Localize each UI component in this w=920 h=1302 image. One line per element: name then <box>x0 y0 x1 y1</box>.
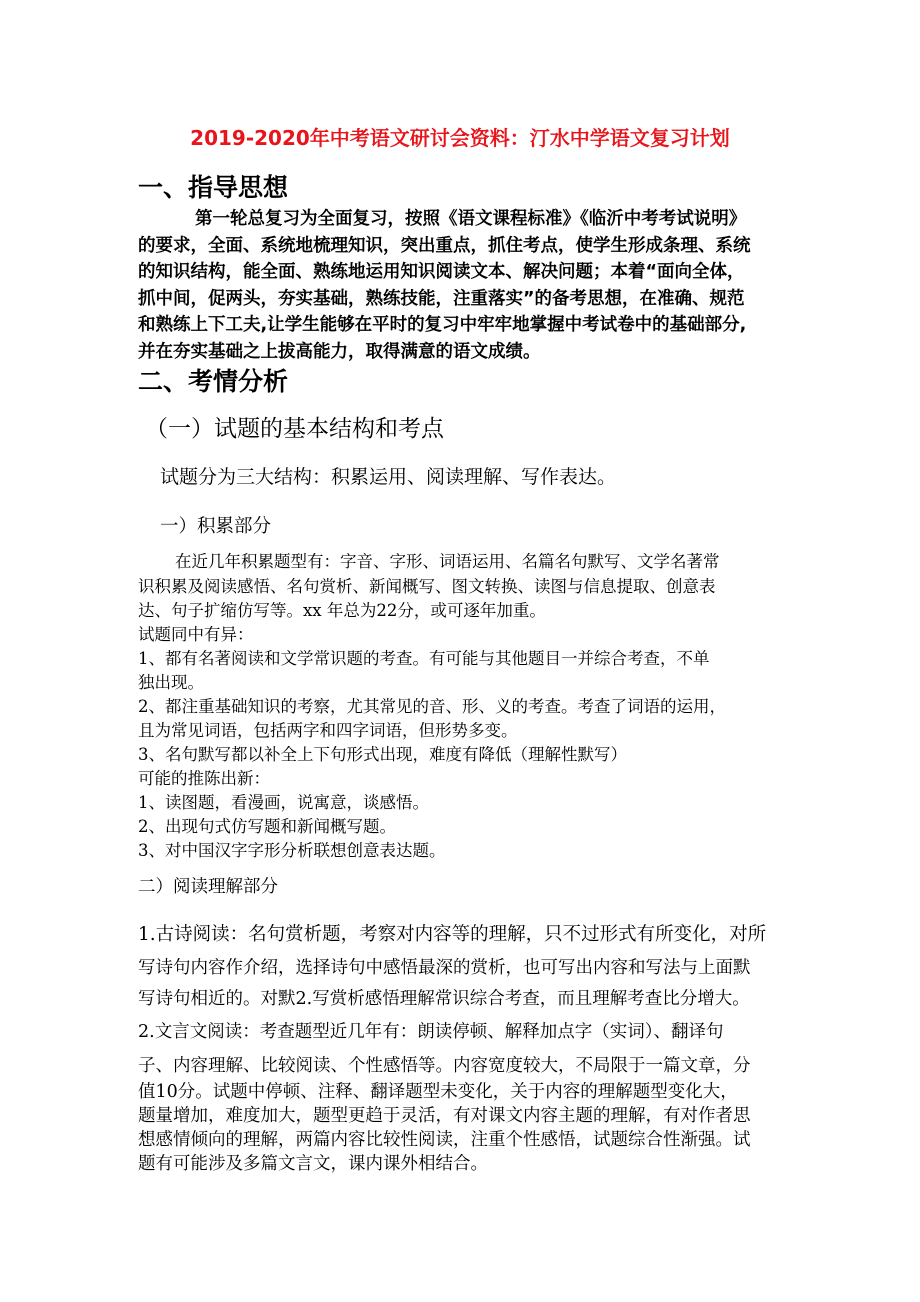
section2-heading: 二、考情分析 <box>138 367 289 396</box>
paragraph-line: 抓中间，促两头，夯实基础，熟练技能，注重落实”的备考思想，在准确、规范 <box>138 288 745 309</box>
classical-line: 想感情倾向的理解，两篇内容比较性阅读，注重个性感悟，试题综合性渐强。试 <box>138 1130 751 1150</box>
classical-line: 值10分。试题中停顿、注释、翻译题型未变化，关于内容的理解题型变化大， <box>138 1082 738 1102</box>
classical-line: 2.文言文阅读：考查题型近几年有：朗读停顿、解释加点字（实词）、翻译句 <box>138 1022 724 1042</box>
part1-line: 独出现。 <box>138 673 204 692</box>
part1-line: 可能的推陈出新： <box>138 769 270 788</box>
part1-line: 在近几年积累题型有：字音、字形、词语运用、名篇名句默写、文学名著常 <box>175 552 720 571</box>
subsection-heading: （一）试题的基本结构和考点 <box>145 416 444 442</box>
paragraph-line: 并在夯实基础之上拔高能力，取得满意的语文成绩。 <box>138 341 541 362</box>
section1-paragraph <box>138 206 788 365</box>
part1-line: 识积累及阅读感悟、名句赏析、新闻概写、图文转换、读图与信息提取、创意表 <box>138 577 716 596</box>
paragraph-line: 第一轮总复习为全面复习，按照《语文课程标准》《临沂中考考试说明》 <box>195 209 747 229</box>
paragraph-line: 和熟练上下工夫,让学生能够在平时的复习中牢牢地掌握中考试卷中的基础部分, <box>138 315 747 335</box>
part1-line: 3、名句默写都以补全上下句形式出现，难度有降低（理解性默写） <box>138 745 627 764</box>
part1-line: 3、对中国汉字字形分析联想创意表达题。 <box>138 841 446 860</box>
poetry-line: 1.古诗阅读：名句赏析题，考察对内容等的理解，只不过形式有所变化，对所 <box>138 924 767 945</box>
part1-line: 且为常见词语，包括两字和四字词语，但形势多变。 <box>138 721 518 740</box>
part1-heading: 一）积累部分 <box>160 516 272 537</box>
section1-heading: 一、指导思想 <box>138 173 289 202</box>
poetry-line: 写诗句相近的。对默2.写赏析感悟理解常识综合考查，而且理解考查比分增大。 <box>138 989 750 1009</box>
structure-line: 试题分为三大结构：积累运用、阅读理解、写作表达。 <box>160 466 617 488</box>
part2-heading: 二）阅读理解部分 <box>138 877 278 897</box>
classical-line: 题量增加，难度加大，题型更趋于灵活，有对课文内容主题的理解，有对作者思 <box>138 1106 751 1126</box>
part1-line: 达、句子扩缩仿写等。xx 年总为22分，或可逐年加重。 <box>138 601 546 620</box>
poetry-line: 写诗句内容作介绍，选择诗句中感悟最深的赏析，也可写出内容和写法与上面默 <box>138 958 751 978</box>
part1-line: 2、出现句式仿写题和新闻概写题。 <box>138 817 396 836</box>
classical-line: 子、内容理解、比较阅读、个性感悟等。内容宽度较大，不局限于一篇文章，分 <box>138 1056 751 1076</box>
paragraph-line: 的要求，全面、系统地梳理知识，突出重点，抓住考点，使学生形成条理、系统 <box>138 235 751 256</box>
part1-line: 试题同中有异： <box>138 625 254 644</box>
paragraph-line: 的知识结构，能全面、熟练地运用知识阅读文本、解决问题；本着“面向全体， <box>138 262 745 282</box>
document-title: 2019-2020年中考语文研讨会资料：汀水中学语文复习计划 <box>190 126 730 150</box>
part1-line: 1、读图题，看漫画，说寓意，谈感悟。 <box>138 793 429 812</box>
part1-line: 1、都有名著阅读和文学常识题的考查。有可能与其他题目一并综合考查，不单 <box>138 649 710 668</box>
part1-line: 2、都注重基础知识的考察，尤其常见的音、形、义的考查。考查了词语的运用， <box>138 697 726 716</box>
classical-line: 题有可能涉及多篇文言文，课内课外相结合。 <box>138 1154 488 1174</box>
